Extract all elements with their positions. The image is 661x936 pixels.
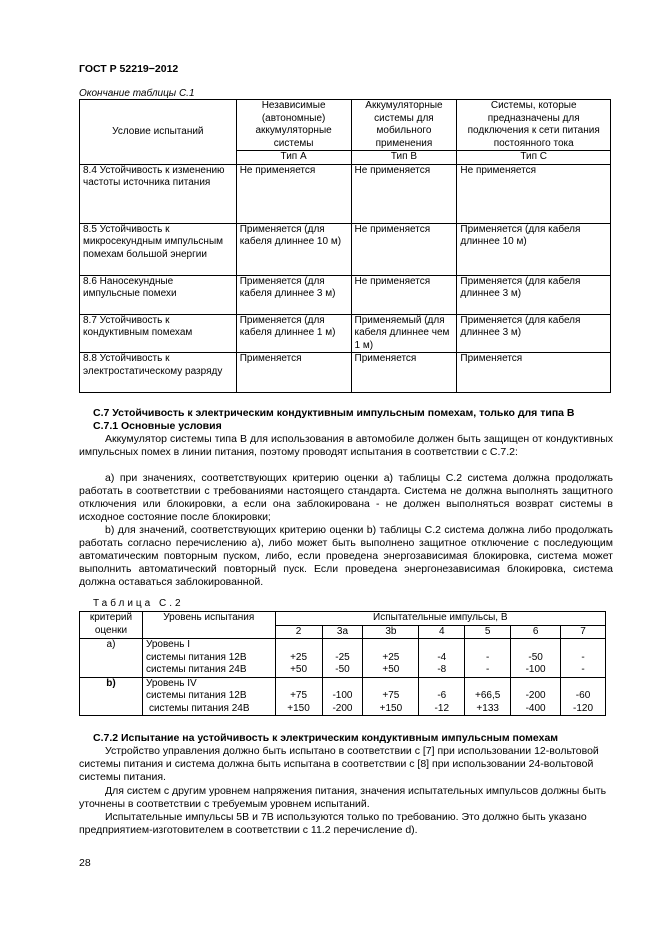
table1-cell: Применяется (для кабеля длиннее 1 м)	[236, 314, 351, 353]
value-24v: -400	[525, 702, 546, 714]
table1-cell: 8.7 Устойчивость к кондуктивным помехам	[80, 314, 237, 353]
table2-value	[322, 677, 363, 716]
table-c1	[79, 99, 611, 393]
paragraph: а) при значениях, соответствующих критерию оценки а) таблицы С.2 система должна продолжать работать в соответствии с требованиями настоящего стандарта. Система не должна выполнять защитного отключения или блокировки, а если она заблокирована - не должен выполняться возврат системы в исходное состояние после блокировки;	[79, 472, 613, 523]
table2-value	[363, 677, 419, 716]
value-24v: -50	[335, 664, 350, 675]
table2-head-level: Уровень испытания	[142, 612, 275, 639]
table2-value	[511, 677, 561, 716]
table2-level-title: Уровень IV	[145, 677, 197, 689]
value-12v: -200	[525, 690, 546, 701]
table1-type-a: Тип А	[236, 151, 351, 165]
section-c7-title: С.7 Устойчивость к электрическим кондуктивным импульсным помехам, только для типа В	[93, 407, 575, 419]
table2-value	[363, 639, 419, 678]
table1-cell: Применяется	[236, 353, 351, 393]
table2-caption: Таблица С.2	[93, 598, 184, 609]
table1-head-col-c: Системы, которые предназначены для подключения к сети питания постоянного тока	[457, 100, 611, 151]
table1-cell: Не применяется	[351, 223, 457, 275]
table1-cell: 8.6 Наносекундные импульсные помехи	[80, 275, 237, 314]
value-24v: +133	[476, 702, 499, 714]
page-number: 28	[79, 857, 91, 869]
value-24v: -	[486, 664, 490, 675]
section-c71-subtitle: С.7.1 Основные условия	[93, 420, 222, 432]
table1-head-condition: Условие испытаний	[80, 100, 237, 165]
paragraph: Устройство управления должно быть испытано в соответствии с [7] при использовании 12-вольтовой системы питания и система должна быть испытана в соответствии с [8] при использовании 24-вольтовой системы питания.	[79, 745, 599, 783]
paragraph: Для систем с другим уровнем напряжения питания, значения испытательных импульсов должны быть уточнены в соответствии с требуемым уровнем испытаний.	[79, 785, 607, 810]
table2-head-pulses: Испытательные импульсы, В	[275, 612, 605, 626]
table1-caption: Окончание таблицы С.1	[79, 88, 195, 99]
section-c72-title: С.7.2 Испытание на устойчивость к электрическим кондуктивным импульсным помехам	[93, 732, 559, 744]
table1-cell: 8.5 Устойчивость к микросекундным импульсным помехам большой энергии	[80, 223, 237, 275]
table1-cell: Не применяется	[457, 164, 611, 223]
table2-level	[142, 677, 275, 716]
table1-cell: 8.4 Устойчивость к изменению частоты источника питания	[80, 164, 237, 223]
value-12v: +25	[290, 651, 308, 663]
value-24v: +50	[290, 664, 308, 675]
paragraph: b) для значений, соответствующих критерию оценки b) таблицы С.2 система должна либо продолжать работать согласно перечислению а), либо может быть выполнено защитное отключение с последующим автоматическим повторным пуском, либо, если проведена энергозависимая блокировка, система может выполнить автоматический повторный пуск. Если проведена энергонезависимая блокировка, система должна оставаться заблокированной.	[79, 524, 613, 588]
table2-pulse-header: 7	[561, 625, 606, 639]
table1-cell: Применяется (для кабеля длиннее 3 м)	[236, 275, 351, 314]
value-12v: -50	[528, 651, 543, 663]
table1-cell: Не применяется	[351, 275, 457, 314]
value-24v: +150	[379, 702, 403, 714]
table1-cell: Применяемый (для кабеля длиннее чем 1 м)	[351, 314, 457, 353]
table-row	[80, 353, 611, 393]
table2-level-sys24: системы питания 24В	[148, 702, 250, 714]
value-12v: -6	[437, 690, 447, 701]
table2-pulse-header: 3b	[363, 625, 419, 639]
table-row	[80, 275, 611, 314]
table1-cell: Применяется (для кабеля длиннее 3 м)	[457, 275, 611, 314]
table2-pulse-header: 2	[275, 625, 322, 639]
table1-cell: Не применяется	[236, 164, 351, 223]
value-12v: +75	[290, 690, 308, 701]
table1-type-b: Тип В	[351, 151, 457, 165]
table2-value	[322, 639, 363, 678]
table2-pulse-header: 3a	[322, 625, 363, 639]
table-row	[80, 639, 606, 678]
table1-cell: 8.8 Устойчивость к электростатическому разряду	[80, 353, 237, 393]
table2-level-title: Уровень I	[145, 639, 191, 650]
table2-pulse-header: 5	[465, 625, 511, 639]
value-12v: -4	[437, 651, 447, 663]
table2-value	[419, 639, 465, 678]
value-24v: -8	[437, 664, 447, 675]
value-24v: -100	[525, 664, 546, 675]
table2-head-criterion: критерий оценки	[80, 612, 143, 639]
value-12v: +75	[382, 690, 400, 701]
table2-value	[465, 677, 511, 716]
value-24v: -12	[434, 702, 449, 714]
value-12v: +25	[382, 651, 400, 663]
document-header: ГОСТ Р 52219−2012	[79, 63, 179, 75]
value-24v: +150	[287, 702, 310, 714]
value-12v: -	[486, 651, 490, 663]
table2-level-sys24: системы питания 24В	[145, 664, 247, 675]
table-row	[80, 677, 606, 716]
table2-criterion: b)	[80, 677, 143, 716]
value-12v: -60	[575, 690, 591, 701]
value-24v: -	[581, 664, 585, 675]
table1-cell: Не применяется	[351, 164, 457, 223]
table2-level-sys12: системы питания 12В	[145, 690, 247, 701]
table2-criterion: a)	[80, 639, 143, 678]
table2-value	[275, 677, 322, 716]
table-row	[80, 223, 611, 275]
table-row	[80, 314, 611, 353]
table1-head-col-a: Независимые (автономные) аккумуляторные системы	[236, 100, 351, 151]
table1-cell: Применяется (для кабеля длиннее 10 м)	[236, 223, 351, 275]
paragraph: Аккумулятор системы типа В для использования в автомобиле должен быть защищен от кондуктивных импульсных помех в линии питания, поэтому проводят испытания в соответствии с С.7.2:	[79, 433, 613, 458]
value-12v: -100	[332, 690, 353, 701]
table1-cell: Применяется (для кабеля длиннее 10 м)	[457, 223, 611, 275]
value-12v: -	[581, 651, 585, 663]
value-24v: +50	[382, 664, 400, 675]
value-12v: +66,5	[475, 690, 501, 701]
table1-head-col-b: Аккумуляторные системы для мобильного применения	[351, 100, 457, 151]
table1-type-c: Тип С	[457, 151, 611, 165]
table2-pulse-header: 6	[511, 625, 561, 639]
table1-cell: Применяется	[457, 353, 611, 393]
value-24v: -200	[332, 702, 353, 714]
value-24v: -120	[573, 702, 594, 714]
table2-value	[561, 639, 606, 678]
paragraph: Испытательные импульсы 5В и 7В используются только по требованию. Это должно быть указано предприятием-изготовителем в соответствии с 11.2 перечисление d).	[79, 811, 587, 836]
table2-value	[511, 639, 561, 678]
table1-cell: Применяется	[351, 353, 457, 393]
table1-cell: Применяется (для кабеля длиннее 3 м)	[457, 314, 611, 353]
table2-level	[142, 639, 275, 678]
table2-value	[275, 639, 322, 678]
table-c2	[79, 611, 606, 716]
table2-level-sys12: системы питания 12В	[145, 651, 247, 663]
table2-value	[561, 677, 606, 716]
table2-value	[419, 677, 465, 716]
value-12v: -25	[335, 651, 350, 663]
table2-value	[465, 639, 511, 678]
table2-pulse-header: 4	[419, 625, 465, 639]
table-row	[80, 164, 611, 223]
